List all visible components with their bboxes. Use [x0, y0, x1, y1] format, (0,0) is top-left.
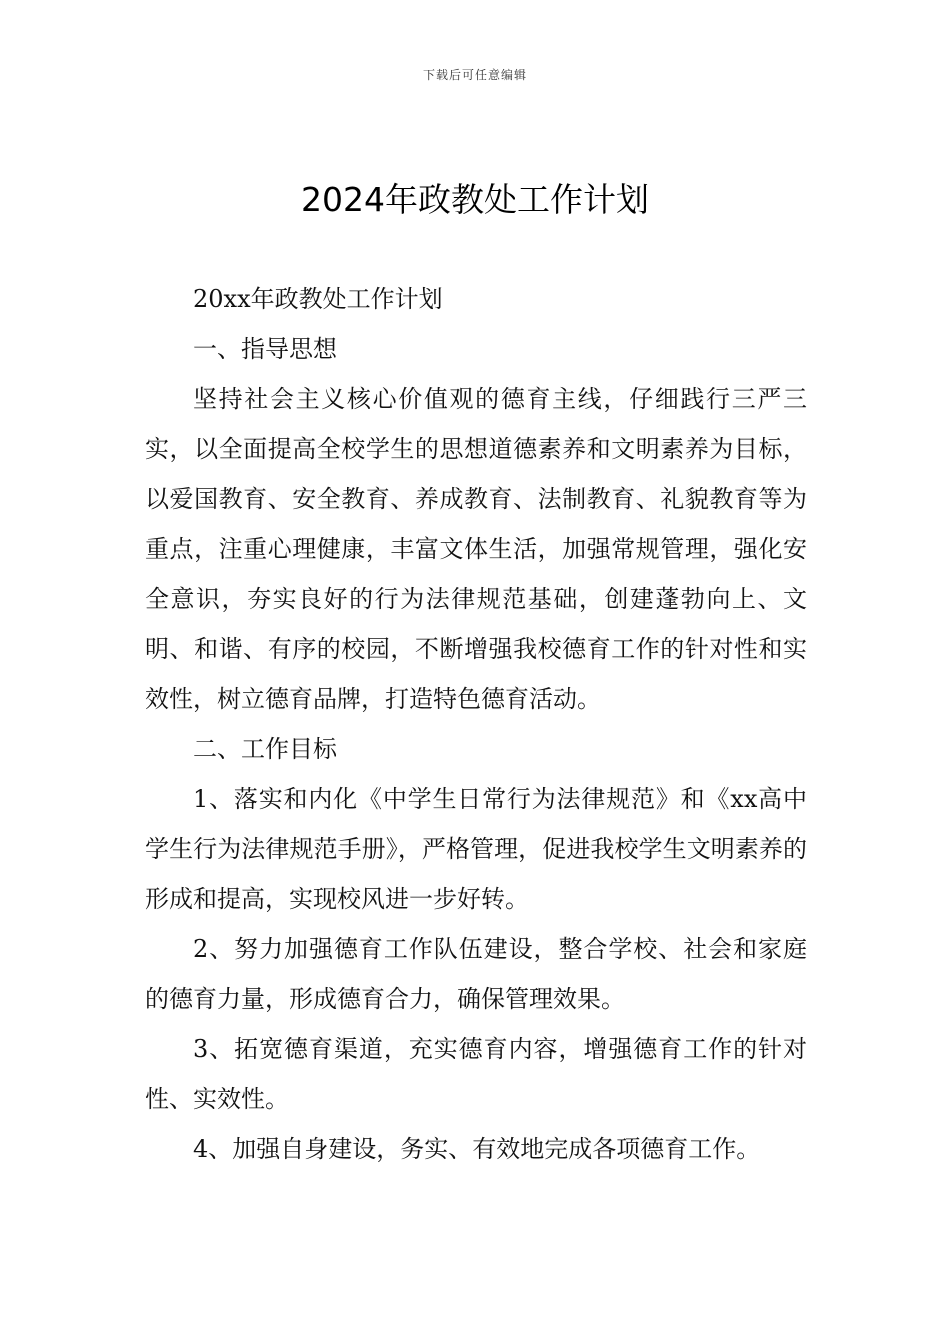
paragraph-goal-3: 3、拓宽德育渠道，充实德育内容，增强德育工作的针对性、实效性。 — [145, 1035, 807, 1113]
document-title: 2024年政教处工作计划 — [301, 180, 649, 219]
section-heading-guiding-ideology: 一、指导思想 — [193, 335, 337, 363]
paragraph-goal-4: 4、加强自身建设，务实、有效地完成各项德育工作。 — [193, 1135, 761, 1163]
document-body — [145, 274, 807, 1174]
paragraph-guiding-ideology: 坚持社会主义核心价值观的德育主线，仔细践行三严三实，以全面提高全校学生的思想道德素养和文明素养为目标，以爱国教育、安全教育、养成教育、法制教育、礼貌教育等为重点，注重心理健康，丰富文体生活，加强常规管理，强化安全意识，夯实良好的行为法律规范基础，创建蓬勃向上、文明、和谐、有序的校园，不断增强我校德育工作的针对性和实效性，树立德育品牌，打造特色德育活动。 — [145, 385, 807, 713]
paragraph-goal-1: 1、落实和内化《中学生日常行为法律规范》和《xx高中学生行为法律规范手册》，严格管理，促进我校学生文明素养的形成和提高，实现校风进一步好转。 — [145, 785, 807, 913]
paragraph-subtitle: 20xx年政教处工作计划 — [193, 285, 443, 313]
paragraph-goal-2: 2、努力加强德育工作队伍建设，整合学校、社会和家庭的德育力量，形成德育合力，确保管理效果。 — [145, 935, 807, 1013]
header-note: 下载后可任意编辑 — [422, 68, 527, 82]
section-heading-work-goals: 二、工作目标 — [193, 735, 337, 763]
